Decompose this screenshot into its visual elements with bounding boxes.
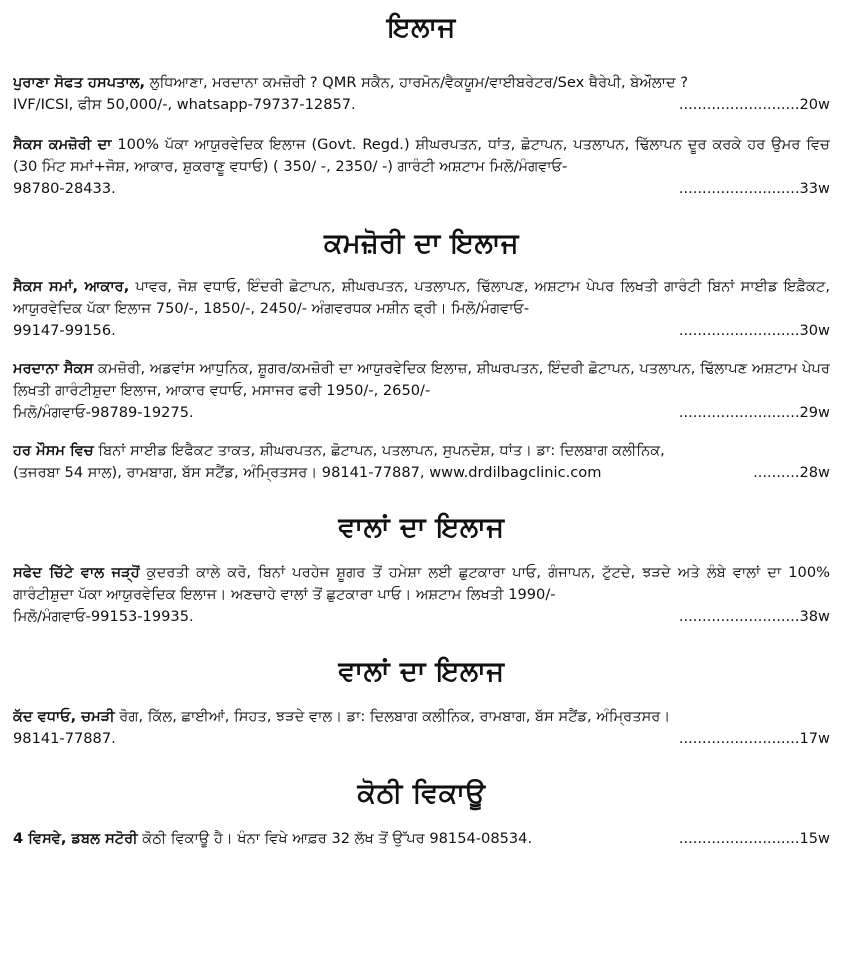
ad-body: ਕਮਜ਼ੋਰੀ, ਅਡਵਾਂਸ ਆਧੁਨਿਕ, ਸ਼ੂਗਰ/ਕਮਜ਼ੋਰੀ ਦਾ ਆਯੁਰਵੇਦਿਕ ਇਲਾਜ਼, ਸ਼ੀਘਰਪਤਨ, ਇੰਦਰੀ ਛੋਟਾਪਨ, ਪਤਲਾਪਨ, ਢਿੱਲਾਪਣ ਅਸ਼ਟਾਮ ਪੇਪਰ ਲਿਖਤੀ ਗਾਰੰਟੀਸ਼ੁਦਾ ਇਲਾਜ, ਆਕਾਰ ਵਧਾਓ, ਮਸਾਜਰ ਫਰੀ 1950/-, 2650/- [13,360,830,399]
ad-tail [13,462,830,484]
ad-leader-dots: .......... [753,464,800,481]
ad-code: 17w [799,730,830,747]
section-heading: ਇਲਾਜ [387,12,456,43]
ad-lead: ਪੁਰਾਣਾ ਸੋਫਤ ਹਸਪਤਾਲ, [13,74,146,91]
ad-code: 30w [799,322,830,339]
ad-lead: ਸੈਕਸ ਸਮਾਂ, ਆਕਾਰ, [13,278,130,295]
ad-contact: ਮਿਲੋ/ਮੰਗਵਾਓ-99153-19935. [13,608,194,625]
ad-lead: ਹਰ ਮੌਸਮ ਵਿਚ [13,442,94,459]
ad-tail [13,178,830,200]
ad-code: 33w [799,180,830,197]
ad-body: ਕੋਠੀ ਵਿਕਾਊ ਹੈ। ਖੰਨਾ ਵਿਖੇ ਆਫ਼ਰ 32 ਲੱਖ ਤੋਂ ਉੱਪਰ 98154-08534. [137,830,533,847]
ad-leader-dots: .......................... [678,608,800,625]
ad-tail [13,94,830,116]
ad-contact: 99147-99156. [13,322,116,339]
ad-lead: ਕੱਦ ਵਧਾਓ, ਚਮੜੀ [13,708,115,725]
classified-ad [13,828,830,850]
ad-code: 29w [799,404,830,421]
ad-body: ਰੋਗ, ਕਿੱਲ, ਛਾਈਆਂ, ਸਿਹਤ, ਝੜਦੇ ਵਾਲ। ਡਾ: ਦਿਲਬਾਗ ਕਲੀਨਿਕ, ਰਾਮਬਾਗ, ਬੱਸ ਸਟੈਂਡ, ਅੰਮ੍ਰਿਤਸਰ। [114,708,671,725]
classified-ad [13,440,830,484]
ad-lead: 4 ਵਿਸਵੇ, ਡਬਲ ਸਟੋਰੀ [13,830,138,847]
ad-lead: ਮਰਦਾਨਾ ਸੈਕਸ [13,360,94,377]
section-heading: ਕਮਜ਼ੋਰੀ ਦਾ ਇਲਾਜ [323,228,520,259]
classified-ad [13,276,830,342]
section-heading: ਵਾਲਾਂ ਦਾ ਇਲਾਜ [338,656,505,687]
ad-tail [13,828,830,850]
ad-body: ਕੁਦਰਤੀ ਕਾਲੇ ਕਰੋ, ਬਿਨਾਂ ਪਰਹੇਜ ਸ਼ੂਗਰ ਤੋਂ ਹਮੇਸ਼ਾ ਲਈ ਛੁਟਕਾਰਾ ਪਾਓ, ਗੰਜਾਪਨ, ਟੁੱਟਦੇ, ਝੜਦੇ ਅਤੇ ਲੰਬੇ ਵਾਲਾਂ ਦਾ 100% ਗਾਰੰਟੀਸ਼ੁਦਾ ਪੱਕਾ ਆਯੁਰਵੇਦਿਕ ਇਲਾਜ। ਅਣਚਾਹੇ ਵਾਲਾਂ ਤੋਂ ਛੁਟਕਾਰਾ ਪਾਓ। ਅਸ਼ਟਾਮ ਲਿਖਤੀ 1990/- [13,564,830,603]
ad-body: 100% ਪੱਕਾ ਆਯੁਰਵੇਦਿਕ ਇਲਾਜ (Govt. Regd.) ਸ਼ੀਘਰਪਤਨ, ਧਾਂਤ, ਛੋਟਾਪਨ, ਪਤਲਾਪਨ, ਢਿੱਲਾਪਨ ਦੂਰ ਕਰਕੇ ਹਰ ਉਮਰ ਵਿਚ (30 ਮਿੰਟ ਸਮਾਂ+ਜੋਸ਼, ਆਕਾਰ, ਸ਼ੁਕਰਾਣੂ ਵਧਾਓ) ( 350/ -, 2350/ -) ਗਾਰੰਟੀ ਅਸ਼ਟਾਮ ਮਿਲੋ/ਮੰਗਵਾਓ- [13,136,830,175]
classified-ad [13,706,830,750]
section-heading: ਵਾਲਾਂ ਦਾ ਇਲਾਜ [338,512,505,543]
classified-ad [13,72,830,116]
ad-tail [13,728,830,750]
ad-code: 20w [799,96,830,113]
ad-contact: IVF/ICSI, ਫੀਸ 50,000/-, whatsapp-79737-12857. [13,96,356,113]
ad-tail [13,606,830,628]
classified-ad [13,358,830,424]
ad-leader-dots: .......................... [678,830,800,847]
ad-contact: (ਤਜਰਬਾ 54 ਸਾਲ), ਰਾਮਬਾਗ, ਬੱਸ ਸਟੈਂਡ, ਅੰਮ੍ਰਿਤਸਰ। 98141-77887, www.drdilbagclinic.com [13,464,602,481]
ad-body: ਲੁਧਿਆਣਾ, ਮਰਦਾਨਾ ਕਮਜ਼ੋਰੀ ? QMR ਸਕੈਨ, ਹਾਰਮੋਨ/ਵੈਕਯੂਮ/ਵਾਈਬਰੇਟਰ/Sex ਥੈਰੇਪੀ, ਬੇਔਲਾਦ ? [145,74,689,91]
ad-leader-dots: .......................... [678,404,800,421]
ad-leader-dots: .......................... [678,730,800,747]
ad-code: 28w [799,464,830,481]
classified-ad [13,562,830,628]
ad-contact: 98780-28433. [13,180,116,197]
ad-body: ਬਿਨਾਂ ਸਾਈਡ ਇਫੈਕਟ ਤਾਕਤ, ਸ਼ੀਘਰਪਤਨ, ਛੋਟਾਪਨ, ਪਤਲਾਪਨ, ਸੁਪਨਦੋਸ਼, ਧਾਂਤ। ਡਾ: ਦਿਲਬਾਗ ਕਲੀਨਿਕ, [93,442,665,459]
ad-tail [13,402,830,424]
ad-leader-dots: .......................... [678,180,800,197]
ad-contact: 98141-77887. [13,730,116,747]
ad-lead: ਸੈਕਸ ਕਮਜ਼ੋਰੀ ਦਾ [13,136,112,153]
classified-ad [13,134,830,200]
ad-contact: ਮਿਲੋ/ਮੰਗਵਾਓ-98789-19275. [13,404,194,421]
ad-code: 15w [799,830,830,847]
ad-contact [13,828,532,850]
ad-code: 38w [799,608,830,625]
ad-body: ਪਾਵਰ, ਜੋਸ਼ ਵਧਾਓ, ਇੰਦਰੀ ਛੋਟਾਪਨ, ਸ਼ੀਘਰਪਤਨ, ਪਤਲਾਪਨ, ਢਿੱਲਾਪਣ, ਅਸ਼ਟਾਮ ਪੇਪਰ ਲਿਖਤੀ ਗਾਰੰਟੀ ਬਿਨਾਂ ਸਾਈਡ ਇਫ਼ੈਕਟ, ਆਯੁਰਵੇਦਿਕ ਪੱਕਾ ਇਲਾਜ 750/-, 1850/-, 2450/- ਅੰਗਵਰਧਕ ਮਸ਼ੀਨ ਫ੍ਰੀ। ਮਿਲੋ/ਮੰਗਵਾਓ- [13,278,830,317]
ad-lead: ਸਫੇਦ ਚਿੱਟੇ ਵਾਲ ਜੜ੍ਹੋਂ [13,564,140,581]
ad-tail [13,320,830,342]
ad-leader-dots: .......................... [678,322,800,339]
ad-leader-dots: .......................... [678,96,800,113]
classifieds-page [0,10,850,965]
section-heading: ਕੋਠੀ ਵਿਕਾਊ [357,778,486,809]
